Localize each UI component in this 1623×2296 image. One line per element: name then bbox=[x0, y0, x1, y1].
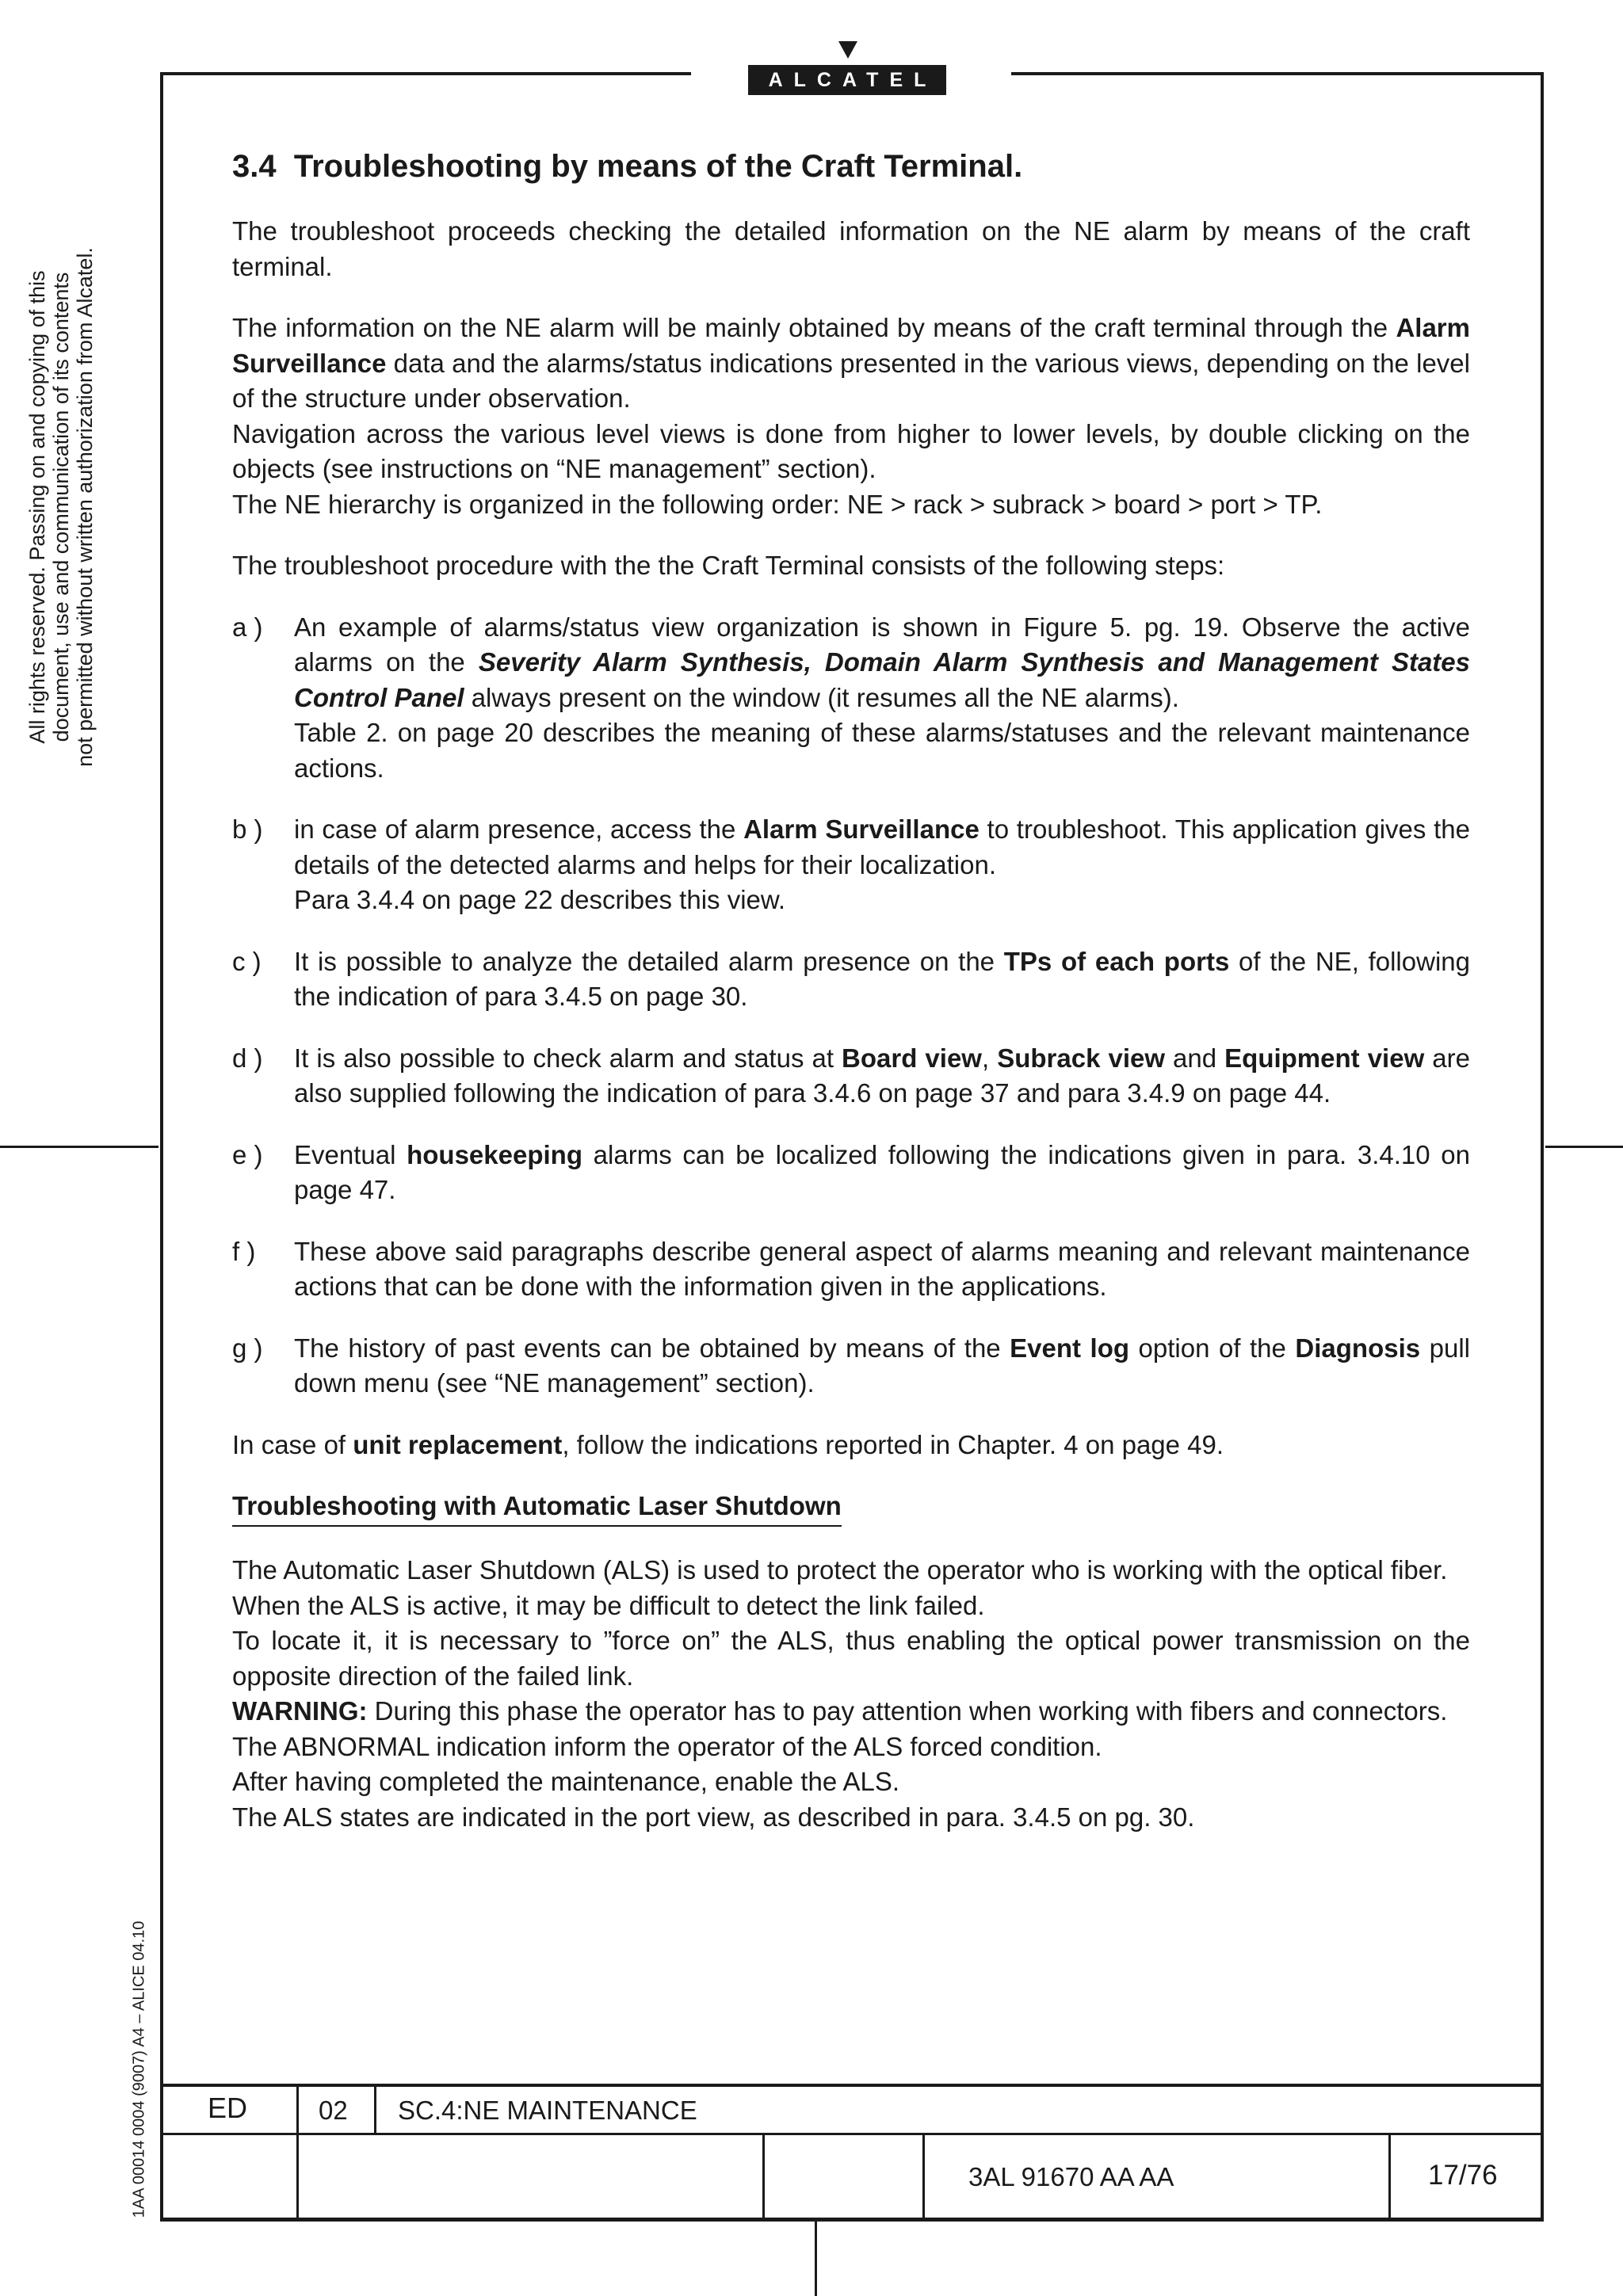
intro-paragraph-1: The troubleshoot proceeds checking the detailed information on the NE alarm by means of the craft terminal. bbox=[232, 216, 1470, 281]
logo-triangle-icon bbox=[838, 41, 857, 59]
fold-mark-left bbox=[0, 1146, 158, 1148]
frame-left bbox=[160, 72, 163, 2221]
als-line-5: The ABNORMAL indication inform the operator of the ALS forced condition. bbox=[232, 1731, 1102, 1761]
step-marker: d ) bbox=[232, 1043, 263, 1073]
intro-paragraph-5: The troubleshoot procedure with the the Craft Terminal consists of the following steps: bbox=[232, 551, 1225, 580]
step-marker: e ) bbox=[232, 1139, 263, 1169]
als-heading: Troubleshooting with Automatic Laser Shutdown bbox=[232, 1489, 842, 1527]
als-line-6: After having completed the maintenance, enable the ALS. bbox=[232, 1767, 900, 1796]
footer-table bbox=[163, 2084, 1541, 2218]
ed-value: 02 bbox=[319, 2096, 348, 2125]
step-marker: a ) bbox=[232, 612, 263, 642]
page-number: 17/76 bbox=[1428, 2160, 1498, 2191]
copyright-notice bbox=[25, 151, 97, 864]
logo-text: ALCATEL bbox=[748, 65, 946, 95]
step-e: e ) Eventual housekeeping alarms can be localized following the indications given in para. 3.4.10 on page 47. bbox=[232, 1138, 1470, 1208]
unit-replacement-paragraph: In case of unit replacement, follow the indications reported in Chapter. 4 on page 49. bbox=[232, 1429, 1224, 1459]
bold-term: TPs of each ports bbox=[1003, 946, 1230, 976]
intro-paragraph-4: The NE hierarchy is organized in the following order: NE > rack > subrack > board > port > TP. bbox=[232, 489, 1323, 519]
warning-label: WARNING: bbox=[232, 1696, 368, 1726]
step-marker: g ) bbox=[232, 1333, 263, 1363]
section-title bbox=[232, 144, 1470, 189]
bold-italic-term: Severity Alarm Synthesis, Domain Alarm Synthesis and Management States Control Panel bbox=[294, 647, 1470, 712]
fold-mark-right bbox=[1545, 1146, 1623, 1148]
bold-term: unit replacement bbox=[353, 1429, 563, 1459]
form-code: 1AA 00014 0004 (9007) A4 – ALICE 04.10 bbox=[130, 1920, 148, 2218]
bold-term: Alarm Surveillance bbox=[743, 814, 980, 844]
step-a: a ) An example of alarms/status view organization is shown in Figure 5. pg. 19. Observe the active alarms on the Severity Alarm Synthesis, Domain Alarm Synthesis and Management States Control Panel always present on the window (it resumes all the NE alarms). Table 2. on page 20 describes the meaning of these alarms/statuses and the relevant maintenance actions. bbox=[232, 610, 1470, 787]
step-marker: b ) bbox=[232, 814, 263, 844]
step-f: f ) These above said paragraphs describe general aspect of alarms meaning and relevant maintenance actions that can be done with the information given in the applications. bbox=[232, 1234, 1470, 1305]
copyright-line: not permitted without written authorization from Alcatel. bbox=[73, 247, 97, 767]
frame-right bbox=[1541, 72, 1544, 2221]
bold-term: Subrack view bbox=[997, 1043, 1166, 1073]
bold-term: Board view bbox=[842, 1043, 982, 1073]
als-line-3: To locate it, it is necessary to ”force on” the ALS, thus enabling the optical power transmission on the opposite direction of the failed link. bbox=[232, 1626, 1470, 1691]
bold-term: Alarm Surveillance bbox=[232, 313, 1470, 378]
document-code: 3AL 91670 AA AA bbox=[968, 2162, 1174, 2191]
chapter-title: SC.4:NE MAINTENANCE bbox=[398, 2096, 697, 2125]
frame-top-left bbox=[160, 72, 691, 75]
copyright-line: All rights reserved. Passing on and copying of this bbox=[25, 270, 49, 744]
procedure-steps bbox=[232, 610, 1470, 1402]
frame-bottom bbox=[160, 2218, 1544, 2222]
step-d: d ) It is also possible to check alarm and status at Board view, Subrack view and Equipment view are also supplied following the indication of para 3.4.6 on page 37 and para 3.4.9 on page 44. bbox=[232, 1041, 1470, 1112]
bottom-tick-mark bbox=[815, 2222, 817, 2296]
ed-label: ED bbox=[208, 2092, 248, 2124]
section-title-text: Troubleshooting by means of the Craft Terminal. bbox=[293, 149, 1023, 184]
als-warning: WARNING: During this phase the operator has to pay attention when working with fibers and connectors. bbox=[232, 1696, 1448, 1726]
intro-paragraph-2: The information on the NE alarm will be mainly obtained by means of the craft terminal through the Alarm Surveillance data and the alarms/status indications presented in the various views, depending on the level of the structure under observation. bbox=[232, 313, 1470, 413]
frame-top-right bbox=[1011, 72, 1544, 75]
bold-term: Equipment view bbox=[1224, 1043, 1425, 1073]
als-line-7: The ALS states are indicated in the port view, as described in para. 3.4.5 on pg. 30. bbox=[232, 1802, 1195, 1832]
step-b: b ) in case of alarm presence, access the Alarm Surveillance to troubleshoot. This application gives the details of the detected alarms and helps for their localization. Para 3.4.4 on page 22 describes this view. bbox=[232, 812, 1470, 918]
als-line-2: When the ALS is active, it may be difficult to detect the link failed. bbox=[232, 1590, 985, 1620]
bold-term: Event log bbox=[1010, 1333, 1130, 1363]
alcatel-logo bbox=[748, 40, 946, 95]
als-line-1: The Automatic Laser Shutdown (ALS) is used to protect the operator who is working with the optical fiber. bbox=[232, 1555, 1448, 1585]
step-marker: f ) bbox=[232, 1236, 256, 1266]
page-content bbox=[232, 144, 1470, 1835]
section-number: 3.4 bbox=[232, 149, 277, 184]
bold-term: Diagnosis bbox=[1295, 1333, 1421, 1363]
step-marker: c ) bbox=[232, 946, 262, 976]
bold-term: housekeeping bbox=[407, 1139, 582, 1169]
step-c: c ) It is possible to analyze the detailed alarm presence on the TPs of each ports of the NE, following the indication of para 3.4.5 on page 30. bbox=[232, 944, 1470, 1015]
step-g: g ) The history of past events can be obtained by means of the Event log option of the Diagnosis pull down menu (see “NE management” section). bbox=[232, 1331, 1470, 1402]
intro-paragraph-3: Navigation across the various level views is done from higher to lower levels, by double clicking on the objects (see instructions on “NE management” section). bbox=[232, 418, 1470, 483]
copyright-line: document, use and communication of its contents bbox=[49, 272, 73, 742]
